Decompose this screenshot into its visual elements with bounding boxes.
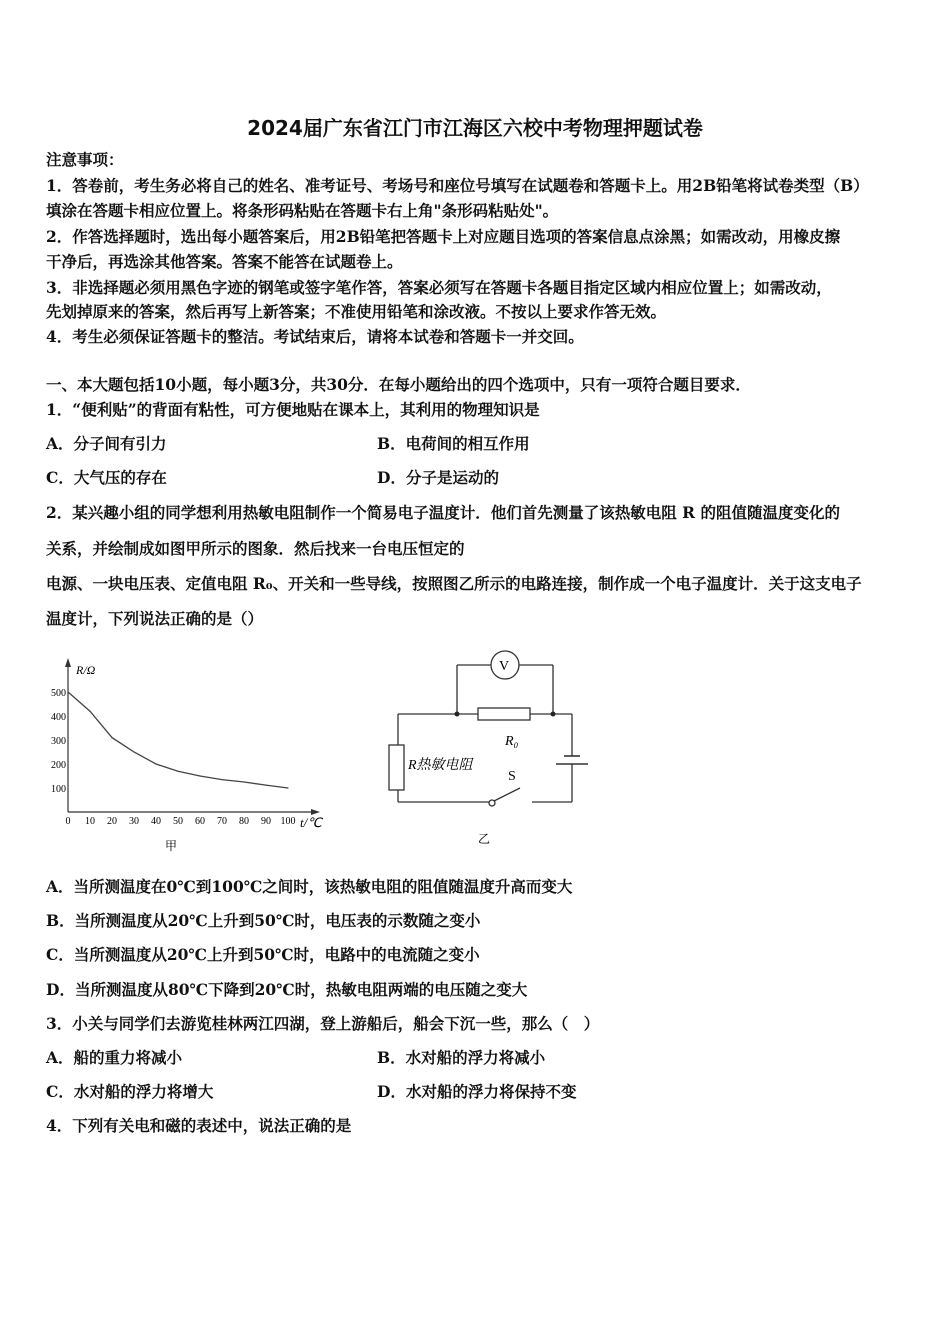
- q3-option-d: D．水对船的浮力将保持不变: [377, 1082, 577, 1101]
- y-axis-label: R/Ω: [76, 663, 96, 677]
- x-tick-label: 30: [129, 816, 139, 827]
- section-heading: 一、本大题包括10小题，每小题3分，共30分．在每小题给出的四个选项中，只有一项符合题目要求．: [46, 375, 751, 394]
- y-tick-label: 300: [51, 736, 66, 747]
- thermistor-icon: [389, 745, 404, 790]
- q1-option-c: C．大气压的存在: [46, 468, 167, 487]
- note-line: 干净后，再选涂其他答案。答案不能答在试题卷上。: [46, 252, 403, 271]
- q1-stem: 1．“便利贴”的背面有粘性，可方便地贴在课本上，其利用的物理知识是: [46, 400, 540, 419]
- x-tick-label: 80: [239, 816, 249, 827]
- q4-stem: 4．下列有关电和磁的表述中，说法正确的是: [46, 1116, 352, 1135]
- note-line: 先划掉原来的答案，然后再写上新答案；不准使用铅笔和涂改液。不按以上要求作答无效。: [46, 302, 667, 321]
- q2-option-b: B．当所测温度从20℃上升到50℃时，电压表的示数随之变小: [46, 911, 481, 930]
- data-point: [199, 775, 200, 776]
- q3-option-b: B．水对船的浮力将减小: [377, 1048, 546, 1067]
- switch-label: S: [508, 769, 516, 784]
- figure-yi-caption: 乙: [478, 832, 491, 846]
- y-axis-arrow-icon: [65, 658, 71, 667]
- q1-option-a: A．分子间有引力: [46, 434, 167, 453]
- y-tick-label: 500: [51, 688, 66, 699]
- data-point: [111, 737, 112, 738]
- q3-stem: 3．小关与同学们去游览桂林两江四湖，登上游船后，船会下沉一些，那么（ ）: [46, 1014, 600, 1033]
- thermistor-label: R热敏电阻: [408, 758, 473, 773]
- notes-heading: 注意事项：: [46, 150, 124, 169]
- data-point: [155, 763, 156, 764]
- q2-stem-line: 温度计，下列说法正确的是（）: [46, 609, 264, 628]
- voltmeter-label: V: [499, 659, 510, 674]
- x-tick-label: 0: [65, 816, 71, 827]
- note-line: 3．非选择题必须用黑色字迹的钢笔或签字笔作答，答案必须写在答题卡各题目指定区域内相应位置上；如需改动，: [46, 278, 832, 297]
- x-tick-label: 20: [107, 816, 117, 827]
- figure-yi-circuit: [389, 651, 588, 806]
- q2-stem-line: 2．某兴趣小组的同学想利用热敏电阻制作一个简易电子温度计．他们首先测量了该热敏电阻 R 的阻值随温度变化的: [46, 503, 840, 522]
- r0-label: R₀: [505, 734, 519, 749]
- note-line: 填涂在答题卡相应位置上。将条形码粘贴在答题卡右上角"条形码粘贴处"。: [46, 201, 559, 220]
- junction-dot: [551, 712, 556, 717]
- x-tick-label: 10: [85, 816, 95, 827]
- x-tick-label: 100: [280, 816, 296, 827]
- x-tick-label: 60: [195, 816, 205, 827]
- x-tick-label: 70: [217, 816, 227, 827]
- resistor-r0-icon: [478, 708, 530, 720]
- page-title: 2024届广东省江门市江海区六校中考物理押题试卷: [247, 116, 703, 140]
- y-tick-label: 200: [51, 760, 66, 771]
- q2-option-a: A．当所测温度在0℃到100℃之间时，该热敏电阻的阻值随温度升高而变大: [46, 877, 573, 896]
- x-tick-label: 40: [151, 816, 161, 827]
- figure-jia-caption: 甲: [165, 839, 178, 853]
- note-line: 1．答卷前，考生务必将自己的姓名、准考证号、考场号和座位号填写在试题卷和答题卡上。用2B铅笔将试卷类型（B）: [46, 176, 869, 195]
- q1-option-b: B．电荷间的相互作用: [377, 434, 530, 453]
- q2-stem-line: 电源、一块电压表、定值电阻 R₀、开关和一些导线，按照图乙所示的电路连接，制作成一个电子温度计．关于这支电子: [46, 574, 862, 593]
- data-point: [67, 691, 68, 692]
- data-point: [221, 779, 222, 780]
- data-point: [177, 771, 178, 772]
- data-point: [265, 785, 266, 786]
- q2-stem-line: 关系，并绘制成如图甲所示的图象．然后找来一台电压恒定的: [46, 539, 465, 558]
- x-axis-label: t/℃: [300, 815, 322, 830]
- junction-dot: [455, 712, 460, 717]
- y-tick-label: 100: [51, 784, 66, 795]
- data-point: [287, 787, 288, 788]
- q1-option-d: D．分子是运动的: [377, 468, 499, 487]
- y-tick-label: 400: [51, 712, 66, 723]
- q2-option-c: C．当所测温度从20℃上升到50℃时，电路中的电流随之变小: [46, 945, 480, 964]
- data-point: [243, 781, 244, 782]
- data-point: [133, 751, 134, 752]
- x-tick-label: 50: [173, 816, 183, 827]
- note-line: 4．考生必须保证答题卡的整洁。考试结束后，请将本试卷和答题卡一并交回。: [46, 327, 584, 346]
- q2-option-d: D．当所测温度从80℃下降到20℃时，热敏电阻两端的电压随之变大: [46, 980, 528, 999]
- data-line: [68, 692, 288, 788]
- x-tick-label: 90: [261, 816, 271, 827]
- data-point: [89, 711, 90, 712]
- q3-option-a: A．船的重力将减小: [46, 1048, 183, 1067]
- q3-option-c: C．水对船的浮力将增大: [46, 1082, 214, 1101]
- note-line: 2．作答选择题时，选出每小题答案后，用2B铅笔把答题卡上对应题目选项的答案信息点涂黑；如需改动，用橡皮擦: [46, 227, 841, 246]
